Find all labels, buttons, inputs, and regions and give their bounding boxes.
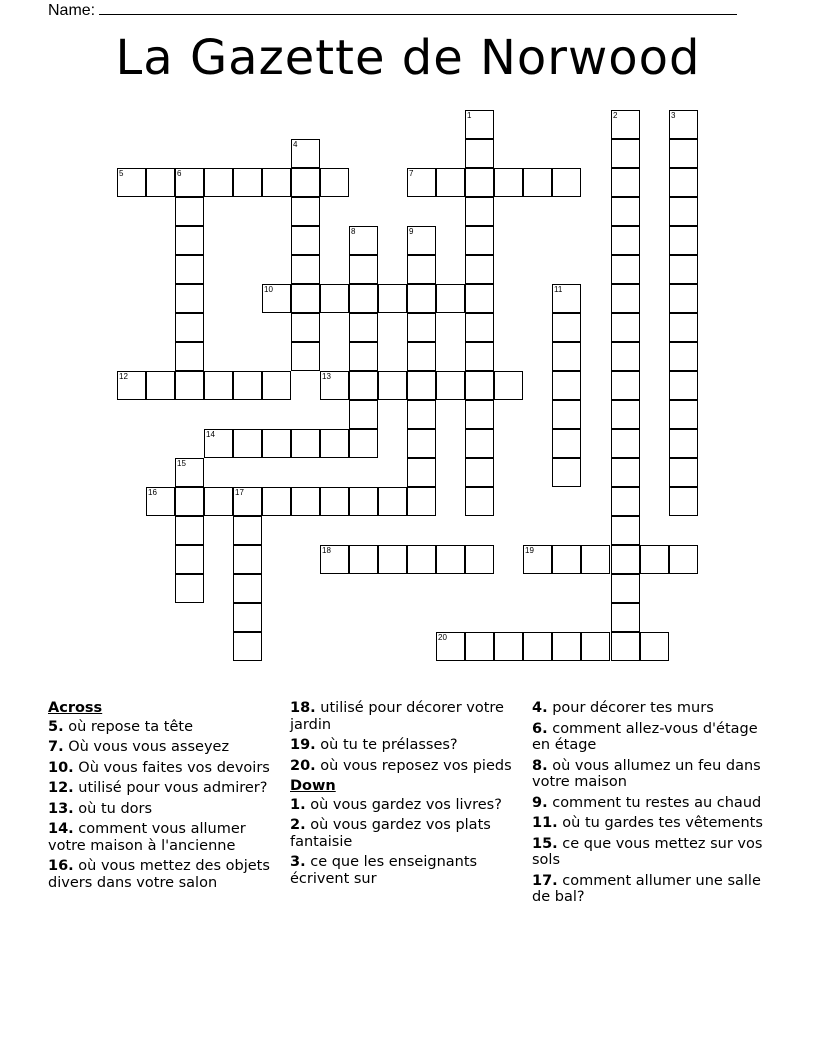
grid-cell[interactable] [175, 516, 204, 545]
grid-cell[interactable] [523, 632, 552, 661]
clue-number-label: 12. [48, 780, 74, 796]
grid-cell[interactable] [669, 487, 698, 516]
grid-cell[interactable] [465, 226, 494, 255]
clue-text: où repose ta tête [63, 718, 194, 735]
clue-text: ce que vous mettez sur vos sols [532, 835, 763, 868]
grid-cell[interactable] [175, 255, 204, 284]
clue-column-3 [532, 700, 767, 910]
clue-number: 16 [148, 488, 157, 497]
grid-cell[interactable] [465, 313, 494, 342]
grid-cell[interactable] [175, 226, 204, 255]
grid-cell[interactable] [669, 284, 698, 313]
name-label: Name: [48, 2, 96, 19]
grid-cell[interactable] [611, 313, 640, 342]
grid-cell[interactable] [523, 545, 552, 574]
grid-cell[interactable] [233, 574, 262, 603]
grid-cell[interactable] [175, 545, 204, 574]
grid-cell[interactable] [552, 458, 581, 487]
clue-text: Où vous vous asseyez [63, 739, 230, 755]
grid-cell[interactable] [581, 632, 610, 661]
grid-cell[interactable] [581, 545, 610, 574]
grid-cell[interactable] [523, 168, 552, 197]
grid-cell[interactable] [611, 574, 640, 603]
grid-cell[interactable] [611, 168, 640, 197]
clue-number: 4 [293, 140, 298, 149]
down-clue-list [290, 797, 525, 888]
grid-cell[interactable] [349, 429, 378, 458]
grid-cell[interactable] [669, 139, 698, 168]
grid-cell[interactable] [262, 487, 291, 516]
grid-cell[interactable] [320, 429, 349, 458]
grid-cell[interactable] [465, 110, 494, 139]
grid-cell[interactable] [407, 226, 436, 255]
grid-cell[interactable] [204, 168, 233, 197]
grid-cell[interactable] [233, 545, 262, 574]
clue-item [290, 758, 525, 775]
clue-item [532, 758, 767, 791]
clue-item [532, 873, 767, 906]
grid-cell[interactable] [262, 371, 291, 400]
grid-cell[interactable] [262, 284, 291, 313]
grid-cell[interactable] [611, 255, 640, 284]
grid-cell[interactable] [611, 603, 640, 632]
grid-cell[interactable] [349, 284, 378, 313]
grid-cell[interactable] [611, 284, 640, 313]
grid-cell[interactable] [465, 168, 494, 197]
across-heading: Across [48, 700, 103, 716]
clue-number-label: 6. [532, 720, 548, 737]
grid-cell[interactable] [407, 313, 436, 342]
clue-number-label: 4. [532, 700, 548, 716]
grid-cell[interactable] [146, 487, 175, 516]
grid-cell[interactable] [349, 255, 378, 284]
clue-number: 19 [525, 546, 534, 555]
clue-text: comment allumer une salle de bal? [532, 872, 761, 905]
clue-number-label: 3. [290, 854, 306, 870]
clue-column-2 [290, 700, 525, 891]
grid-cell[interactable] [669, 458, 698, 487]
clue-text: où vous allumez un feu dans votre maison [532, 757, 761, 790]
clue-text: où tu te prélasses? [315, 737, 458, 753]
grid-cell[interactable] [291, 313, 320, 342]
clue-number-label: 9. [532, 794, 548, 811]
clue-number: 2 [613, 111, 618, 120]
grid-cell[interactable] [436, 284, 465, 313]
clue-text: où tu dors [73, 800, 153, 817]
grid-cell[interactable] [611, 516, 640, 545]
clue-item [48, 801, 283, 818]
grid-cell[interactable] [669, 197, 698, 226]
clue-number-label: 11. [532, 815, 558, 831]
clue-text: comment vous allumer votre maison à l'ancienne [48, 821, 246, 854]
grid-cell[interactable] [669, 371, 698, 400]
grid-cell[interactable] [233, 168, 262, 197]
clue-text: comment tu restes au chaud [547, 794, 762, 811]
clue-item [290, 737, 525, 754]
clue-number-label: 2. [290, 817, 306, 833]
grid-cell[interactable] [611, 197, 640, 226]
grid-cell[interactable] [465, 255, 494, 284]
clue-number: 14 [206, 430, 215, 439]
grid-cell[interactable] [669, 342, 698, 371]
grid-cell[interactable] [146, 168, 175, 197]
clue-text: où vous gardez vos livres? [305, 796, 502, 813]
clue-text: comment allez-vous d'étage en étage [532, 720, 758, 753]
grid-cell[interactable] [669, 110, 698, 139]
grid-cell[interactable] [407, 458, 436, 487]
grid-cell[interactable] [291, 139, 320, 168]
grid-cell[interactable] [465, 197, 494, 226]
grid-cell[interactable] [407, 487, 436, 516]
grid-cell[interactable] [465, 458, 494, 487]
grid-cell[interactable] [669, 400, 698, 429]
page-title: La Gazette de Norwood [115, 30, 701, 86]
grid-cell[interactable] [349, 545, 378, 574]
grid-cell[interactable] [611, 371, 640, 400]
clue-text: où vous reposez vos pieds [315, 757, 512, 774]
clue-item [532, 700, 767, 717]
clue-item [532, 795, 767, 812]
clue-number: 17 [235, 488, 244, 497]
clue-item [290, 797, 525, 814]
grid-cell[interactable] [349, 487, 378, 516]
grid-cell[interactable] [291, 255, 320, 284]
grid-cell[interactable] [465, 139, 494, 168]
grid-cell[interactable] [494, 168, 523, 197]
clue-number-label: 18. [290, 700, 316, 716]
clue-number: 5 [119, 169, 124, 178]
clue-number: 20 [438, 633, 447, 642]
clue-item [48, 739, 283, 756]
grid-cell[interactable] [233, 487, 262, 516]
clue-item [290, 854, 525, 887]
grid-cell[interactable] [436, 632, 465, 661]
clue-number: 18 [322, 546, 331, 555]
clue-number-label: 16. [48, 858, 74, 874]
grid-cell[interactable] [320, 371, 349, 400]
grid-cell[interactable] [233, 603, 262, 632]
grid-cell[interactable] [233, 371, 262, 400]
grid-cell[interactable] [552, 400, 581, 429]
grid-cell[interactable] [320, 284, 349, 313]
clue-number-label: 13. [48, 800, 74, 817]
grid-cell[interactable] [407, 429, 436, 458]
grid-cell[interactable] [611, 226, 640, 255]
grid-cell[interactable] [611, 110, 640, 139]
clue-item [532, 836, 767, 869]
clue-number-label: 15. [532, 835, 558, 852]
clue-number-label: 14. [48, 821, 74, 837]
grid-cell[interactable] [291, 429, 320, 458]
clue-number: 15 [177, 459, 186, 468]
clue-text: utilisé pour décorer votre jardin [290, 700, 504, 733]
grid-cell[interactable] [175, 168, 204, 197]
clue-item [290, 700, 525, 733]
clue-text: Où vous faites vos devoirs [73, 759, 270, 776]
clue-item [290, 817, 525, 850]
grid-cell[interactable] [407, 400, 436, 429]
grid-cell[interactable] [552, 342, 581, 371]
grid-cell[interactable] [436, 168, 465, 197]
grid-cell[interactable] [611, 487, 640, 516]
grid-cell[interactable] [552, 371, 581, 400]
grid-cell[interactable] [407, 284, 436, 313]
clue-text: où vous gardez vos plats fantaisie [290, 817, 491, 850]
clue-number: 6 [177, 169, 182, 178]
grid-cell[interactable] [175, 313, 204, 342]
grid-cell[interactable] [175, 342, 204, 371]
grid-cell[interactable] [349, 342, 378, 371]
grid-cell[interactable] [378, 284, 407, 313]
clue-number-label: 8. [532, 757, 548, 774]
grid-cell[interactable] [436, 371, 465, 400]
clue-number-label: 19. [290, 737, 316, 753]
grid-cell[interactable] [552, 313, 581, 342]
grid-cell[interactable] [669, 168, 698, 197]
grid-cell[interactable] [233, 632, 262, 661]
grid-cell[interactable] [204, 487, 233, 516]
grid-cell[interactable] [407, 342, 436, 371]
grid-cell[interactable] [611, 632, 640, 661]
grid-cell[interactable] [494, 632, 523, 661]
clue-number-label: 5. [48, 718, 64, 735]
grid-cell[interactable] [291, 168, 320, 197]
grid-cell[interactable] [233, 516, 262, 545]
grid-cell[interactable] [349, 226, 378, 255]
grid-cell[interactable] [320, 545, 349, 574]
grid-cell[interactable] [146, 371, 175, 400]
grid-cell[interactable] [349, 400, 378, 429]
grid-cell[interactable] [669, 226, 698, 255]
clue-text: ce que les enseignants écrivent sur [290, 854, 478, 887]
grid-cell[interactable] [669, 545, 698, 574]
clue-number: 3 [671, 111, 676, 120]
across-clue-list [48, 719, 283, 892]
grid-cell[interactable] [611, 139, 640, 168]
clue-number-label: 1. [290, 796, 306, 813]
clue-number-label: 17. [532, 872, 558, 889]
clue-column-1 [48, 700, 283, 895]
grid-cell[interactable] [291, 487, 320, 516]
clue-item [48, 719, 283, 736]
grid-cell[interactable] [349, 313, 378, 342]
grid-cell[interactable] [465, 342, 494, 371]
clue-text: où vous mettez des objets divers dans votre salon [48, 858, 270, 891]
clue-item [48, 780, 283, 797]
grid-cell[interactable] [552, 429, 581, 458]
grid-cell[interactable] [175, 197, 204, 226]
clue-item [48, 821, 283, 854]
clue-number-label: 7. [48, 739, 64, 755]
grid-cell[interactable] [320, 168, 349, 197]
grid-cell[interactable] [640, 632, 669, 661]
grid-cell[interactable] [669, 313, 698, 342]
grid-cell[interactable] [465, 400, 494, 429]
grid-cell[interactable] [465, 487, 494, 516]
grid-cell[interactable] [378, 545, 407, 574]
grid-cell[interactable] [378, 487, 407, 516]
grid-cell[interactable] [407, 168, 436, 197]
grid-cell[interactable] [175, 487, 204, 516]
grid-cell[interactable] [494, 371, 523, 400]
clue-number: 1 [467, 111, 472, 120]
grid-cell[interactable] [611, 545, 640, 574]
grid-cell[interactable] [291, 284, 320, 313]
grid-cell[interactable] [291, 342, 320, 371]
clue-number: 13 [322, 372, 331, 381]
grid-cell[interactable] [407, 255, 436, 284]
grid-cell[interactable] [204, 429, 233, 458]
grid-cell[interactable] [552, 284, 581, 313]
grid-cell[interactable] [669, 429, 698, 458]
grid-cell[interactable] [669, 255, 698, 284]
grid-cell[interactable] [552, 632, 581, 661]
grid-cell[interactable] [291, 197, 320, 226]
clue-text: utilisé pour vous admirer? [73, 780, 268, 796]
grid-cell[interactable] [117, 168, 146, 197]
clue-number: 8 [351, 227, 356, 236]
grid-cell[interactable] [407, 371, 436, 400]
grid-cell[interactable] [291, 226, 320, 255]
grid-cell[interactable] [349, 371, 378, 400]
clue-text: pour décorer tes murs [547, 700, 714, 716]
grid-cell[interactable] [407, 545, 436, 574]
grid-cell[interactable] [611, 342, 640, 371]
grid-cell[interactable] [378, 371, 407, 400]
grid-cell[interactable] [175, 574, 204, 603]
grid-cell[interactable] [262, 429, 291, 458]
grid-cell[interactable] [611, 400, 640, 429]
clue-item [532, 721, 767, 754]
grid-cell[interactable] [436, 545, 465, 574]
clue-item [48, 858, 283, 891]
grid-cell[interactable] [175, 458, 204, 487]
grid-cell[interactable] [117, 371, 146, 400]
down-clue-list-continued [532, 700, 767, 906]
grid-cell[interactable] [465, 284, 494, 313]
down-heading: Down [290, 778, 336, 794]
clue-number-label: 10. [48, 759, 74, 776]
grid-cell[interactable] [552, 168, 581, 197]
grid-cell[interactable] [465, 429, 494, 458]
grid-cell[interactable] [465, 545, 494, 574]
grid-cell[interactable] [204, 371, 233, 400]
grid-cell[interactable] [233, 429, 262, 458]
clue-number: 10 [264, 285, 273, 294]
clue-number-label: 20. [290, 757, 316, 774]
grid-cell[interactable] [611, 458, 640, 487]
clue-number: 12 [119, 372, 128, 381]
grid-cell[interactable] [611, 429, 640, 458]
grid-cell[interactable] [465, 632, 494, 661]
clue-text: où tu gardes tes vêtements [557, 815, 763, 831]
grid-cell[interactable] [320, 487, 349, 516]
clue-number: 11 [554, 285, 563, 294]
clue-item [532, 815, 767, 832]
clue-number: 9 [409, 227, 414, 236]
grid-cell[interactable] [175, 284, 204, 313]
clue-number: 7 [409, 169, 414, 178]
grid-cell[interactable] [465, 371, 494, 400]
grid-cell[interactable] [552, 545, 581, 574]
grid-cell[interactable] [175, 371, 204, 400]
clue-item [48, 760, 283, 777]
across-clue-list-continued [290, 700, 525, 774]
grid-cell[interactable] [640, 545, 669, 574]
grid-cell[interactable] [262, 168, 291, 197]
